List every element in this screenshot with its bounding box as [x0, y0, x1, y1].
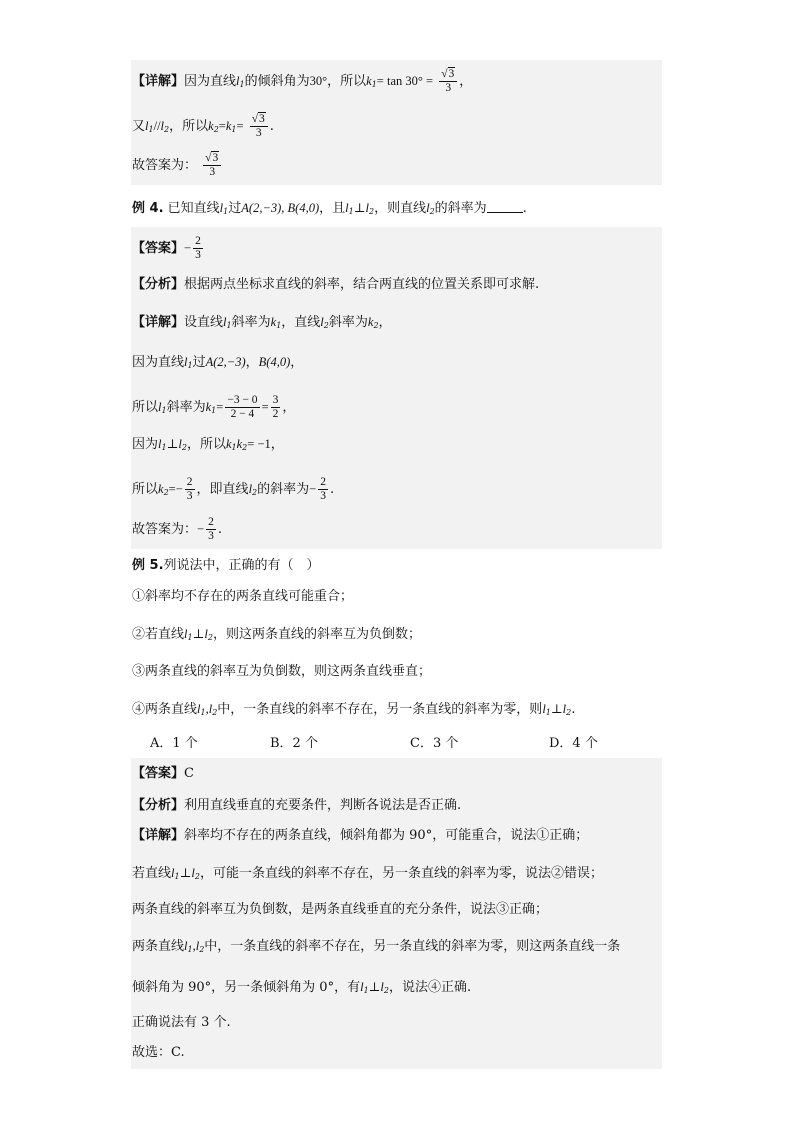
math-l: l: [365, 201, 369, 215]
text: ④两条直线: [132, 702, 198, 717]
text: ，且: [319, 201, 346, 216]
text: .: [329, 482, 335, 497]
sub: 1: [545, 708, 551, 717]
math-k: k: [208, 119, 214, 133]
text: ，直线: [281, 315, 321, 330]
ex4-analysis-line: [132, 275, 539, 295]
answer-label: 【答案】: [132, 766, 185, 781]
text: ，: [270, 437, 284, 452]
ex5-statement-1: [132, 587, 353, 607]
math-l: l: [236, 74, 240, 88]
ex5-detail-line1: [132, 826, 588, 846]
ex4-detail-line4: [132, 434, 284, 458]
ex5-statement-2: [132, 624, 421, 648]
text: 倾斜角为 90°，另一条倾斜角为 0°，有: [132, 980, 361, 995]
ex5-statement-3: [132, 662, 431, 682]
text: ，: [282, 400, 296, 415]
math-l: l: [248, 482, 253, 496]
math-l: l: [158, 400, 162, 414]
sub: 1: [200, 708, 206, 717]
sub: 2: [163, 488, 169, 497]
text: 根据两点坐标求直线的斜率，结合两直线的位置关系即可求解.: [184, 277, 540, 292]
example-number: 例 4.: [132, 201, 164, 216]
math-k: k: [366, 74, 372, 88]
analysis-label: 【分析】: [132, 277, 185, 292]
math: //: [153, 119, 161, 133]
math-l: l: [178, 437, 182, 451]
sub: 1: [161, 443, 167, 452]
math: ⊥: [368, 980, 381, 994]
ex4-detail-line3: [132, 394, 295, 421]
answer-value: C: [184, 766, 194, 781]
math: =: [216, 400, 224, 414]
fraction-2-over-3: $\frac{2}{3}$: [195, 235, 201, 261]
text: .: [269, 119, 274, 134]
text: 又: [132, 119, 146, 134]
math: ⊥: [179, 866, 192, 880]
fraction-3-over-2: $\frac{3}{2}$: [272, 394, 279, 420]
sub: 2: [566, 708, 572, 717]
text: 的斜率为: [257, 482, 310, 497]
fraction-sqrt3-over-3: $\frac{√3}{3}$: [439, 68, 457, 95]
math-k: k: [270, 315, 277, 329]
math-l: l: [197, 702, 201, 716]
text: ②若直线: [132, 627, 185, 642]
text: 已知直线: [167, 201, 220, 216]
text: 两条直线的斜率互为负倒数，是两条直线垂直的充分条件，说法③正确；: [132, 902, 549, 917]
sub: 2: [429, 207, 435, 216]
text: 中，一条直线的斜率不存在，另一条直线的斜率为零，则这两条直线一条: [204, 939, 621, 954]
text: ，说法④正确.: [389, 980, 472, 995]
sub: 1: [187, 361, 193, 370]
text: 故选：C.: [132, 1045, 185, 1060]
sub: 2: [213, 125, 219, 134]
fraction-2-over-3: $\frac{2}{3}$: [186, 476, 193, 502]
text: 因为: [132, 437, 159, 452]
text: .: [522, 201, 527, 216]
math: ,: [205, 702, 209, 716]
text: 的斜率为: [434, 201, 487, 216]
answer-blank: [487, 200, 523, 213]
text: 斜率为: [166, 400, 206, 415]
ex5-statement-4: [132, 699, 575, 723]
sub: 1: [231, 125, 237, 134]
math-l: l: [160, 119, 165, 133]
ex5-detail-line7: [132, 1043, 185, 1063]
example-number: 例 5.: [132, 558, 164, 573]
text: 的倾斜角为: [244, 74, 310, 89]
math-k: k: [225, 119, 232, 133]
text: ，所以: [186, 437, 226, 452]
text: 设直线: [184, 315, 224, 330]
fraction-slope: $\frac{-3 - 0}{2 - 4}$: [227, 394, 258, 420]
ex3-detail-line1: [132, 68, 472, 95]
math-l: l: [145, 119, 149, 133]
text: 所以: [132, 400, 159, 415]
sub: 1: [226, 321, 232, 330]
math: =: [261, 400, 269, 414]
math: −: [175, 482, 183, 496]
ex5-analysis-line: [132, 796, 461, 816]
text: ，: [459, 74, 473, 89]
sub: 2: [323, 321, 329, 330]
sub: 1: [363, 986, 369, 995]
detail-label: 【详解】: [132, 315, 185, 330]
math-points: A(2,−3), B(4,0): [241, 201, 320, 215]
sub: 1: [371, 80, 377, 89]
analysis-label: 【分析】: [132, 798, 185, 813]
answer-label: 【答案】: [132, 241, 185, 256]
text: .: [571, 702, 576, 717]
sub: 1: [187, 945, 193, 954]
text: 斜率均不存在的两条直线，倾斜角都为 90°，可能重合，说法①正确；: [184, 828, 589, 843]
math-l: l: [223, 315, 227, 329]
text: ，所以: [327, 74, 367, 89]
math-l: l: [562, 702, 567, 716]
option-b: B．2 个: [270, 736, 318, 751]
text: 列说法中，正确的有（ ）: [163, 558, 320, 573]
ex4-answer-final: [132, 516, 222, 543]
detail-label: 【详解】: [132, 74, 185, 89]
text: 因为直线: [132, 355, 185, 370]
text: 利用直线垂直的充要条件，判断各说法是否正确.: [184, 798, 462, 813]
text: 所以: [132, 482, 159, 497]
math: ,: [192, 939, 196, 953]
text: 正确说法有 3 个.: [132, 1015, 231, 1030]
text: 故答案为：: [132, 522, 198, 537]
math-l: l: [208, 702, 213, 716]
sub: 2: [373, 321, 379, 330]
math: ⊥: [192, 627, 205, 641]
sub: 2: [242, 443, 248, 452]
option-c: C．3 个: [410, 736, 459, 751]
math-k: k: [367, 315, 374, 329]
ex3-detail-line2: [132, 113, 274, 140]
math-l: l: [184, 939, 188, 953]
ex5-detail-line3: [132, 900, 548, 920]
math-l: l: [204, 627, 208, 641]
math-k: k: [225, 437, 232, 451]
sub: 1: [348, 207, 354, 216]
sub: 2: [164, 125, 170, 134]
ex5-detail-line4: [132, 936, 620, 960]
ex4-detail-line5: [132, 476, 334, 503]
text: 过: [192, 355, 206, 370]
text: 斜率为: [231, 315, 271, 330]
text: 两条直线: [132, 939, 185, 954]
sub: 2: [212, 708, 218, 717]
ex4-answer-line: [132, 235, 205, 262]
math-point-b: B(4,0): [258, 355, 291, 369]
ex5-detail-line2: [132, 863, 603, 887]
sub: 2: [199, 945, 205, 954]
sub: 2: [368, 207, 375, 216]
ex3-answer-line: [132, 152, 223, 179]
sub: 1: [148, 125, 154, 134]
math: −: [197, 522, 205, 536]
example5-question: [132, 556, 320, 576]
math-l: l: [171, 866, 175, 880]
math: =: [236, 119, 244, 133]
text: ，可能一条直线的斜率不存在，另一条直线的斜率为零，说法②错误；: [199, 866, 603, 881]
math-l: l: [191, 866, 195, 880]
sub: 2: [194, 872, 200, 881]
math: = tan 30° =: [376, 74, 434, 88]
text: 中，一条直线的斜率不存在，另一条直线的斜率为零，则: [217, 702, 543, 717]
text: 因为直线: [184, 74, 237, 89]
math: −: [184, 241, 192, 255]
sub: 1: [174, 872, 180, 881]
text: ，: [378, 315, 392, 330]
text: ，所以: [169, 119, 209, 134]
fraction-sqrt3-over-3: $\frac{√3}{3}$: [203, 152, 221, 179]
math-l: l: [195, 939, 200, 953]
math-k: k: [236, 437, 243, 451]
ex4-detail-line1: [132, 312, 392, 336]
math-l: l: [542, 702, 546, 716]
ex4-detail-line2: [132, 352, 303, 376]
detail-label: 【详解】: [132, 828, 185, 843]
text: ，则这两条直线的斜率互为负倒数；: [212, 627, 421, 642]
math: = −1: [247, 437, 271, 451]
text: 故答案为：: [132, 158, 198, 173]
sub: 2: [181, 443, 187, 452]
text: .: [217, 522, 222, 537]
sub: 2: [252, 488, 258, 497]
math-l: l: [320, 315, 324, 329]
text: ，则直线: [374, 201, 427, 216]
math-l: l: [158, 437, 162, 451]
math-l: l: [426, 201, 430, 215]
text: ，: [245, 355, 259, 370]
fraction-2-over-3: $\frac{2}{3}$: [208, 516, 214, 542]
text: 若直线: [132, 866, 172, 881]
text: ③两条直线的斜率互为负倒数，则这两条直线垂直；: [132, 664, 432, 679]
math-point-a: A(2,−3): [205, 355, 246, 369]
math: ⊥: [166, 437, 179, 451]
math: =: [168, 482, 176, 496]
math-k: k: [158, 482, 164, 496]
text: ，即直线: [196, 482, 249, 497]
math-l: l: [380, 980, 384, 994]
text: 过: [228, 201, 242, 216]
ex5-detail-line5: [132, 977, 471, 1001]
example4-question: [132, 198, 527, 222]
math: =: [218, 119, 226, 133]
fraction-2-over-3: $\frac{2}{3}$: [320, 476, 326, 502]
sub: 1: [187, 633, 193, 642]
math: ⊥: [550, 702, 563, 716]
sub: 1: [223, 207, 229, 216]
math-l: l: [219, 201, 224, 215]
math-l: l: [360, 980, 364, 994]
math-l: l: [184, 627, 188, 641]
text: 斜率为: [328, 315, 368, 330]
math: −: [309, 482, 317, 496]
math-l: l: [184, 355, 188, 369]
option-d: D．4 个: [549, 736, 598, 751]
ex5-detail-line6: [132, 1013, 231, 1033]
ex5-answer-line: [132, 764, 194, 784]
math: 30°: [309, 74, 328, 88]
text: ，: [290, 355, 304, 370]
sub: 1: [161, 406, 167, 415]
math: ⊥: [353, 201, 366, 215]
sub: 2: [383, 986, 389, 995]
sub: 1: [239, 80, 245, 89]
sub: 2: [207, 633, 213, 642]
sub: 1: [211, 406, 217, 415]
sub: 1: [276, 321, 282, 330]
sub: 1: [231, 443, 237, 452]
math-l: l: [345, 201, 349, 215]
option-a: A．1 个: [150, 736, 198, 751]
fraction-sqrt3-over-3: $\frac{√3}{3}$: [250, 113, 268, 140]
text: ①斜率均不存在的两条直线可能重合；: [132, 589, 354, 604]
math-k: k: [205, 400, 212, 414]
